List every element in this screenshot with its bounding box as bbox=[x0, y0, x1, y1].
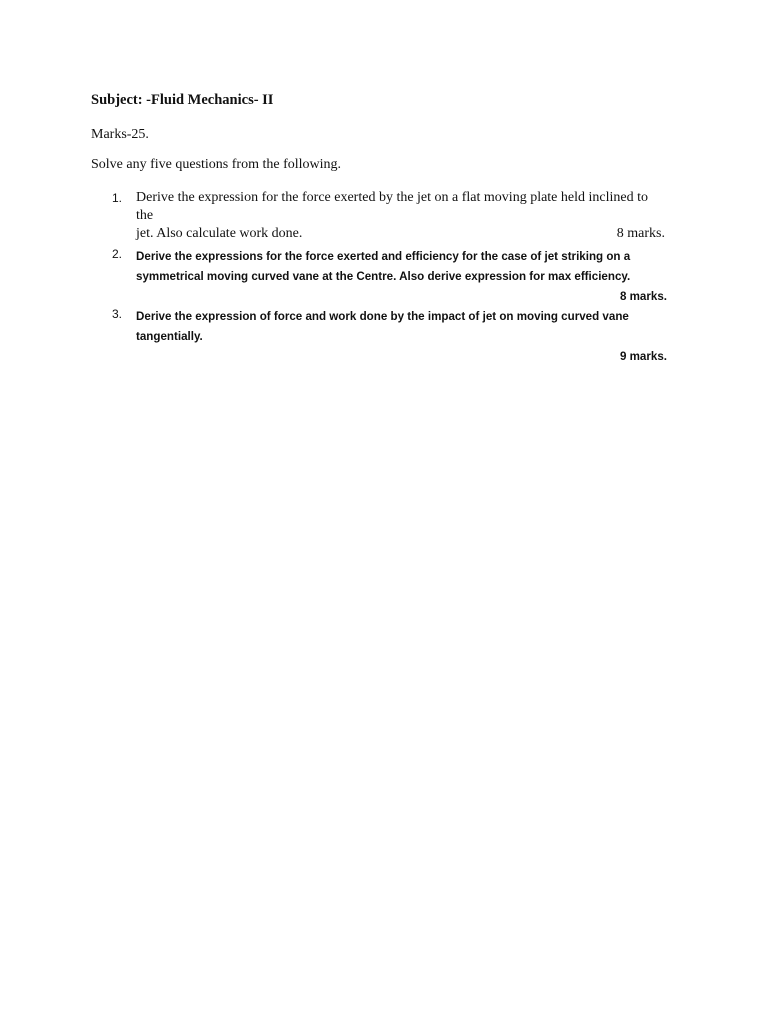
question-marks: 9 marks. bbox=[619, 350, 667, 363]
question-marks: 8 marks. bbox=[619, 290, 667, 303]
subject-heading: Subject: -Fluid Mechanics- II bbox=[91, 92, 274, 108]
question-number: 1. bbox=[112, 191, 123, 205]
question-text-line: jet. Also calculate work done. bbox=[136, 226, 303, 241]
question-body bbox=[136, 307, 668, 367]
instruction-text: Solve any five questions from the following. bbox=[91, 157, 342, 172]
question-marks: 8 marks. bbox=[616, 226, 665, 241]
question-number: 3. bbox=[112, 307, 123, 321]
question-text-line: Derive the expression for the force exerted by the jet on a flat moving plate held inclined to the bbox=[136, 190, 648, 223]
question-text-row bbox=[136, 225, 665, 243]
question-number: 2. bbox=[112, 247, 123, 261]
question-body bbox=[136, 247, 668, 307]
question-text-line: symmetrical moving curved vane at the Centre. Also derive expression for max efficiency. bbox=[136, 270, 631, 283]
question-text-line: Derive the expression of force and work done by the impact of jet on moving curved vane bbox=[136, 310, 629, 323]
question-text-line: Derive the expressions for the force exerted and efficiency for the case of jet striking on a bbox=[136, 250, 631, 263]
total-marks: Marks-25. bbox=[91, 127, 149, 142]
question-body bbox=[136, 189, 668, 243]
question-text-line: tangentially. bbox=[136, 330, 203, 343]
